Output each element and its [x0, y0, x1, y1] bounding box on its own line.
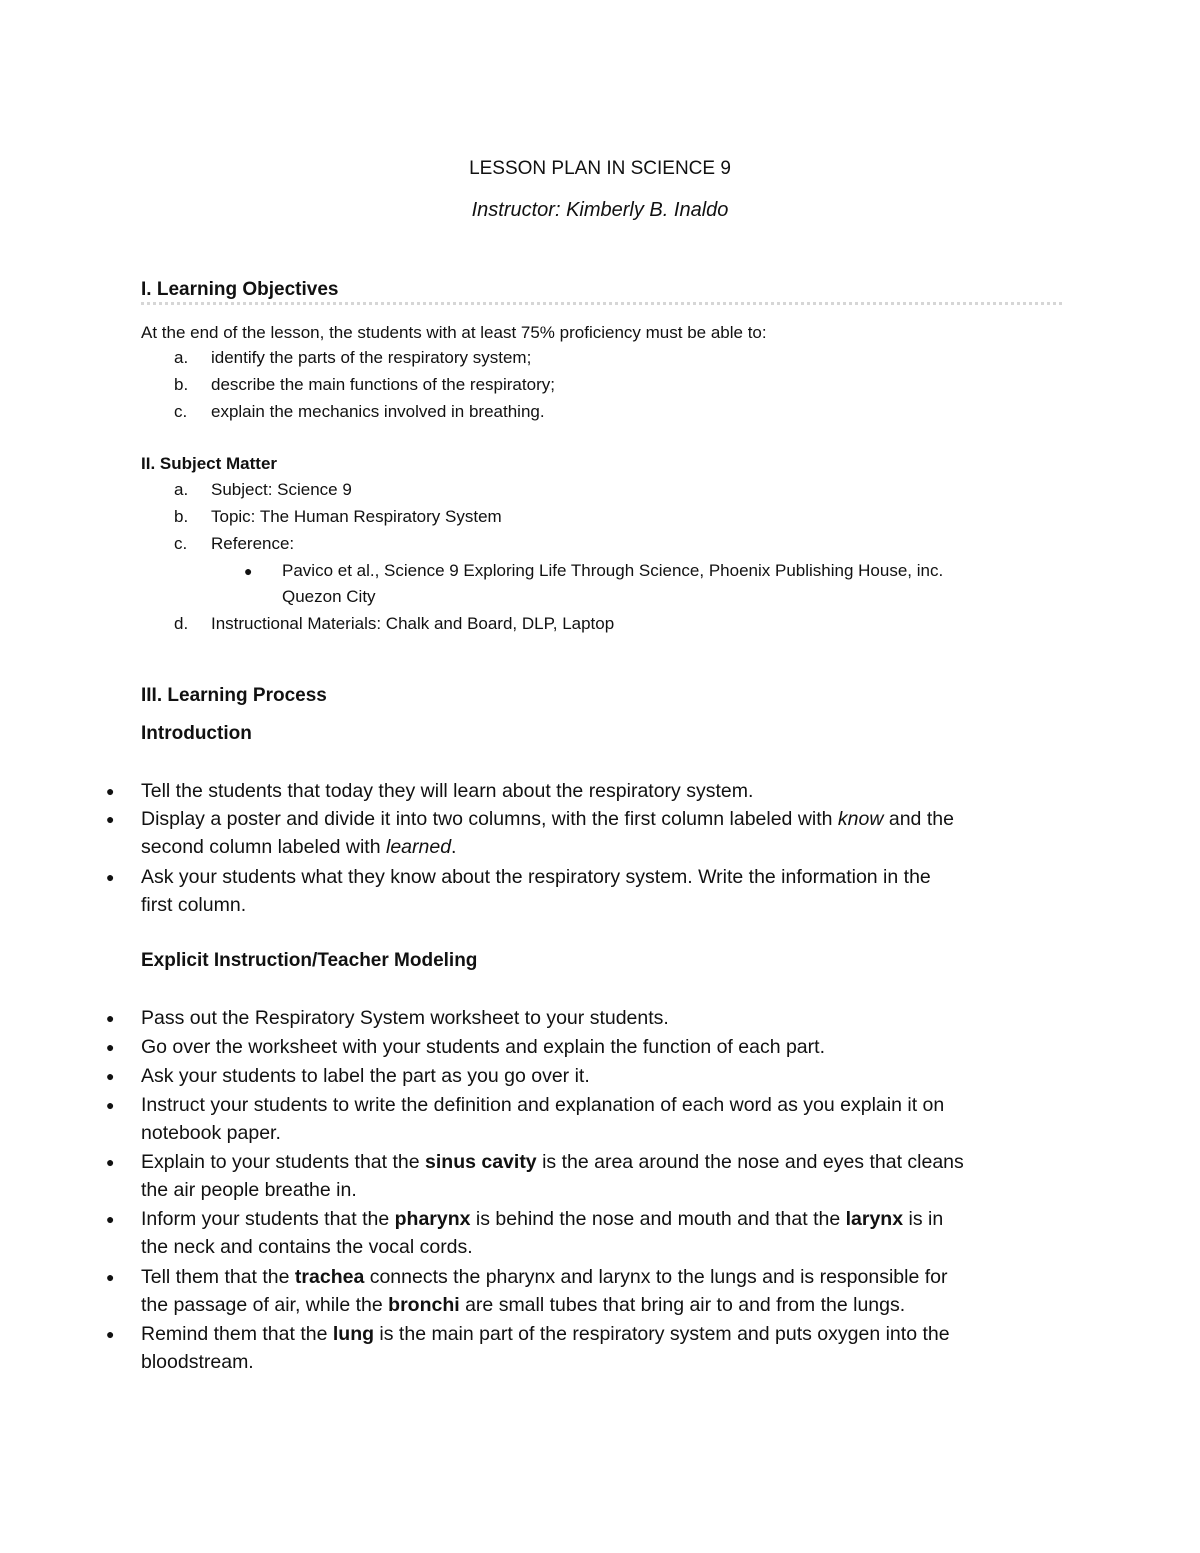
list-item-text: Remind them that the lung is the main part of the respiratory system and puts oxygen into the — [141, 1323, 950, 1345]
bullet-icon: ● — [106, 1326, 115, 1342]
list-item-text: bloodstream. — [141, 1351, 254, 1373]
bullet-icon: ● — [106, 783, 115, 799]
reference-text: Quezon City — [282, 587, 376, 606]
section-divider — [141, 302, 1062, 305]
list-item-text: identify the parts of the respiratory system; — [211, 348, 532, 367]
learning-process-heading: III. Learning Process — [141, 685, 327, 706]
bullet-icon: ● — [106, 1097, 115, 1113]
list-item — [106, 1263, 1071, 1319]
list-item — [106, 1091, 1071, 1147]
list-item-text: Display a poster and divide it into two columns, with the first column labeled with know and the — [141, 808, 954, 830]
introduction-heading: Introduction — [141, 723, 252, 744]
explicit-instruction-heading: Explicit Instruction/Teacher Modeling — [141, 950, 478, 971]
instructor-line: Instructor: Kimberly B. Inaldo — [471, 199, 729, 221]
list-item-text: Ask your students what they know about the respiratory system. Write the information in the — [141, 866, 931, 888]
list-marker: c. — [174, 402, 188, 421]
list-item-text: the passage of air, while the bronchi are small tubes that bring air to and from the lungs. — [141, 1294, 906, 1316]
list-marker: c. — [174, 534, 188, 553]
list-marker: b. — [174, 375, 189, 394]
list-marker: d. — [174, 614, 189, 633]
list-marker: a. — [174, 480, 189, 499]
subject-matter-heading: II. Subject Matter — [141, 454, 278, 473]
list-item-text: describe the main functions of the respiratory; — [211, 375, 555, 394]
bullet-icon: ● — [244, 563, 253, 579]
list-item — [106, 1320, 1071, 1376]
list-item — [106, 1004, 1071, 1032]
list-item-text: explain the mechanics involved in breathing. — [211, 402, 545, 421]
list-item-text: Tell the students that today they will learn about the respiratory system. — [141, 780, 754, 802]
bullet-icon: ● — [106, 1269, 115, 1285]
list-item-text: Instructional Materials: Chalk and Board, DLP, Laptop — [211, 614, 615, 633]
list-item-text: notebook paper. — [141, 1122, 281, 1144]
list-item-text: the neck and contains the vocal cords. — [141, 1236, 473, 1258]
bullet-icon: ● — [106, 1211, 115, 1227]
list-item-text: Topic: The Human Respiratory System — [211, 507, 502, 526]
objectives-intro: At the end of the lesson, the students with at least 75% proficiency must be able to: — [141, 323, 767, 342]
list-item-text: Subject: Science 9 — [211, 480, 352, 499]
list-item-text: first column. — [141, 894, 247, 916]
list-item-text: Reference: — [211, 534, 295, 553]
list-item — [106, 1033, 1071, 1061]
bullet-icon: ● — [106, 1068, 115, 1084]
list-marker: b. — [174, 507, 189, 526]
bullet-icon: ● — [106, 1039, 115, 1055]
list-item — [106, 863, 1071, 919]
list-item — [106, 805, 1071, 861]
reference-text: Pavico et al., Science 9 Exploring Life Through Science, Phoenix Publishing House, inc. — [282, 561, 944, 580]
bullet-icon: ● — [106, 811, 115, 827]
list-item-text: the air people breathe in. — [141, 1179, 357, 1201]
bullet-icon: ● — [106, 869, 115, 885]
bullet-icon: ● — [106, 1010, 115, 1026]
list-item-text: Inform your students that the pharynx is behind the nose and mouth and that the larynx is in — [141, 1208, 944, 1230]
list-item-text: second column labeled with learned. — [141, 836, 457, 858]
list-item-text: Tell them that the trachea connects the pharynx and larynx to the lungs and is responsible for — [141, 1266, 948, 1288]
list-item — [106, 1062, 1071, 1090]
list-item-text: Go over the worksheet with your students and explain the function of each part. — [141, 1036, 825, 1058]
list-item-text: Ask your students to label the part as you go over it. — [141, 1065, 590, 1087]
bullet-icon: ● — [106, 1154, 115, 1170]
list-item-text: Pass out the Respiratory System worksheet to your students. — [141, 1007, 669, 1029]
objectives-heading: I. Learning Objectives — [141, 279, 339, 300]
list-item-text: Instruct your students to write the definition and explanation of each word as you explain it on — [141, 1094, 945, 1116]
list-item — [106, 777, 1071, 805]
list-marker: a. — [174, 348, 189, 367]
document-title: LESSON PLAN IN SCIENCE 9 — [469, 158, 731, 179]
list-item-text: Explain to your students that the sinus cavity is the area around the nose and eyes that cleans — [141, 1151, 964, 1173]
list-item — [106, 1148, 1071, 1204]
list-item — [106, 1205, 1071, 1261]
